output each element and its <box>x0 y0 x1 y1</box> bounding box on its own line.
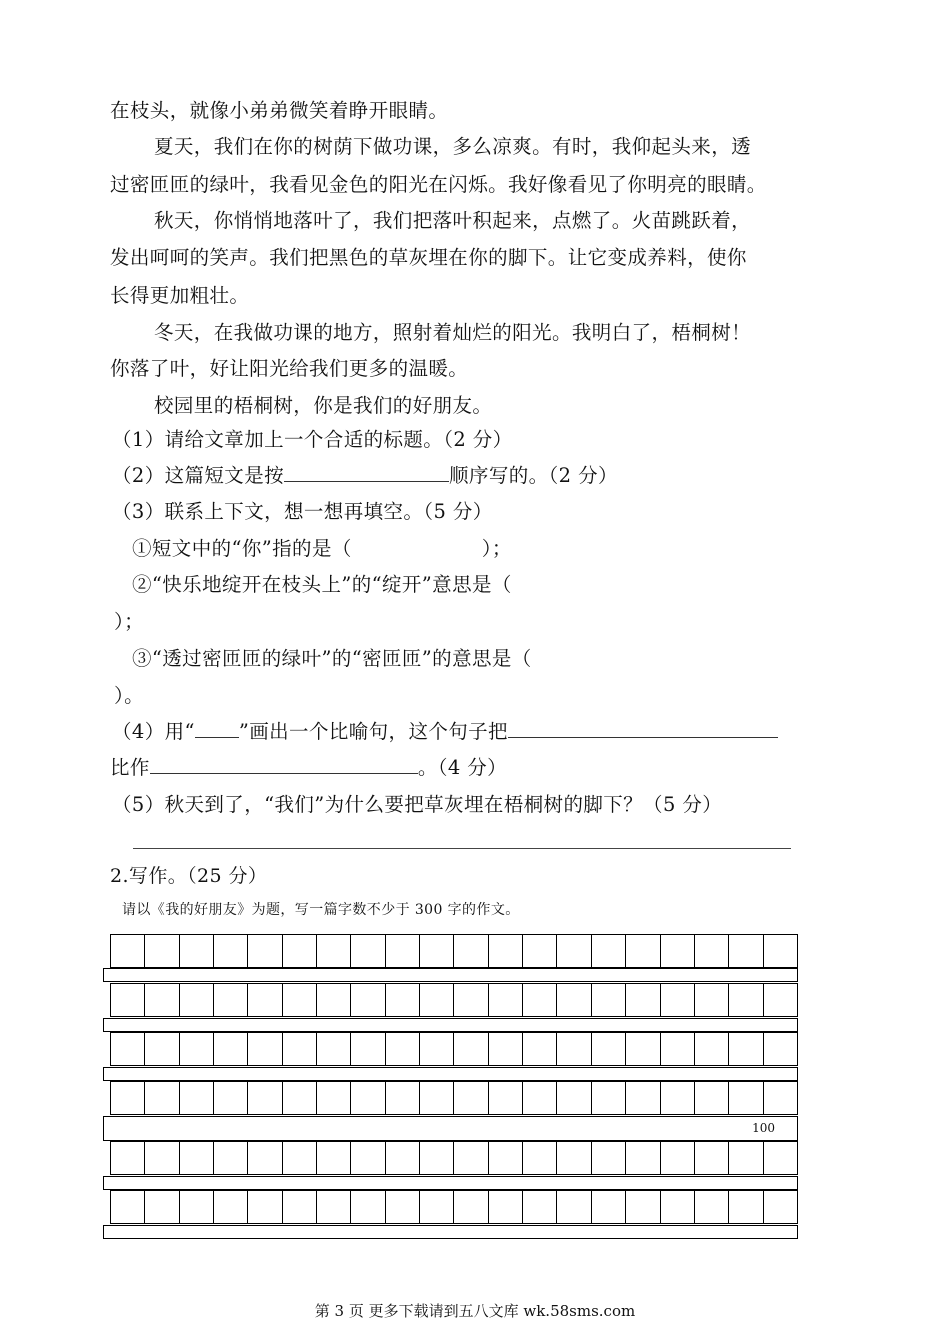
grid-cell[interactable] <box>728 1190 762 1224</box>
grid-cell[interactable] <box>385 1081 419 1115</box>
grid-cell[interactable] <box>247 1032 281 1066</box>
passage-line: 过密匝匝的绿叶，我看见金色的阳光在闪烁。我好像看见了你明亮的眼睛。 <box>110 173 767 196</box>
question-3-3: ③“透过密匝匝的绿叶”的“密匝匝”的意思是（ <box>132 647 532 670</box>
question-3-2: ②“快乐地绽开在枝头上”的“绽开”意思是（ <box>132 573 512 596</box>
question-4-text: ”画出一个比喻句，这个句子把 <box>238 720 508 743</box>
grid-cell[interactable] <box>694 934 728 968</box>
passage-line: 在枝头，就像小弟弟微笑着睁开眼睛。 <box>110 99 449 122</box>
question-4-cont <box>110 750 850 786</box>
grid-cell[interactable] <box>316 1141 350 1175</box>
grid-cell[interactable] <box>110 1190 144 1224</box>
grid-cell[interactable] <box>728 1032 762 1066</box>
question-4 <box>112 714 852 750</box>
grid-cell[interactable] <box>591 1032 625 1066</box>
grid-cell[interactable] <box>522 1190 556 1224</box>
grid-cell[interactable] <box>625 934 659 968</box>
grid-cell[interactable] <box>179 1141 213 1175</box>
grid-cell[interactable] <box>660 1190 694 1224</box>
grid-cell[interactable] <box>316 1190 350 1224</box>
grid-row <box>110 983 798 1017</box>
grid-cell[interactable] <box>660 983 694 1017</box>
grid-cell[interactable] <box>453 1190 487 1224</box>
grid-row-gap <box>103 1176 798 1190</box>
grid-cell[interactable] <box>660 1141 694 1175</box>
question-3: （3）联系上下文，想一想再填空。（5 分） <box>112 500 493 523</box>
grid-cell[interactable] <box>213 1032 247 1066</box>
grid-cell[interactable] <box>282 1190 316 1224</box>
grid-cell[interactable] <box>316 1032 350 1066</box>
grid-cell[interactable] <box>385 1141 419 1175</box>
grid-cell[interactable] <box>625 1141 659 1175</box>
question-1: （1）请给文章加上一个合适的标题。（2 分） <box>112 428 513 451</box>
grid-cell[interactable] <box>763 1141 798 1175</box>
question-4-text: （4）用“ <box>112 720 195 743</box>
grid-cell[interactable] <box>350 1081 384 1115</box>
grid-cell[interactable] <box>591 1190 625 1224</box>
word-count-marker: 100 <box>752 1121 775 1135</box>
grid-cell[interactable] <box>110 1081 144 1115</box>
grid-cell[interactable] <box>385 1190 419 1224</box>
grid-cell[interactable] <box>282 934 316 968</box>
grid-cell[interactable] <box>488 1081 522 1115</box>
grid-cell[interactable] <box>282 983 316 1017</box>
question-2-text: （2）这篇短文是按 <box>112 464 285 487</box>
grid-cell[interactable] <box>453 983 487 1017</box>
grid-cell[interactable] <box>419 1032 453 1066</box>
grid-cell[interactable] <box>728 1081 762 1115</box>
grid-cell[interactable] <box>179 983 213 1017</box>
grid-cell[interactable] <box>419 934 453 968</box>
passage-line: 夏天，我们在你的树荫下做功课，多么凉爽。有时，我仰起头来，透 <box>154 135 752 158</box>
grid-cell[interactable] <box>350 1141 384 1175</box>
grid-cell[interactable] <box>522 983 556 1017</box>
grid-cell[interactable] <box>110 934 144 968</box>
page-footer: 第 3 页 更多下载请到五八文库 wk.58sms.com <box>314 1302 636 1320</box>
grid-cell[interactable] <box>625 1190 659 1224</box>
grid-row-gap <box>103 1018 798 1032</box>
grid-cell[interactable] <box>350 934 384 968</box>
grid-cell[interactable] <box>488 983 522 1017</box>
grid-row-gap <box>103 1116 798 1141</box>
grid-cell[interactable] <box>282 1141 316 1175</box>
grid-cell[interactable] <box>556 934 590 968</box>
writing-heading: 2.写作。（25 分） <box>110 865 268 887</box>
question-5: （5）秋天到了，“我们”为什么要把草灰埋在梧桐树的脚下？（5 分） <box>112 793 723 816</box>
question-3-2-cont: ）； <box>114 610 145 633</box>
grid-cell[interactable] <box>144 1141 178 1175</box>
grid-cell[interactable] <box>763 934 798 968</box>
grid-cell[interactable] <box>350 983 384 1017</box>
grid-cell[interactable] <box>660 934 694 968</box>
grid-cell[interactable] <box>419 1081 453 1115</box>
grid-cell[interactable] <box>591 1141 625 1175</box>
grid-cell[interactable] <box>453 1141 487 1175</box>
grid-row <box>110 1190 798 1224</box>
grid-cell[interactable] <box>556 1081 590 1115</box>
grid-cell[interactable] <box>350 1032 384 1066</box>
answer-blank[interactable] <box>284 461 449 482</box>
grid-cell[interactable] <box>660 1032 694 1066</box>
grid-row <box>110 934 798 968</box>
grid-cell[interactable] <box>728 983 762 1017</box>
grid-cell[interactable] <box>213 1141 247 1175</box>
answer-blank[interactable] <box>150 753 418 774</box>
answer-line[interactable] <box>133 848 791 849</box>
grid-row-gap <box>103 1225 798 1239</box>
grid-cell[interactable] <box>144 934 178 968</box>
grid-cell[interactable] <box>660 1081 694 1115</box>
grid-cell[interactable] <box>144 1190 178 1224</box>
grid-cell[interactable] <box>694 1081 728 1115</box>
grid-cell[interactable] <box>694 1141 728 1175</box>
grid-cell[interactable] <box>213 1081 247 1115</box>
grid-cell[interactable] <box>556 1032 590 1066</box>
grid-cell[interactable] <box>763 1081 798 1115</box>
grid-cell[interactable] <box>591 983 625 1017</box>
grid-cell[interactable] <box>316 934 350 968</box>
grid-cell[interactable] <box>110 1141 144 1175</box>
grid-cell[interactable] <box>247 1081 281 1115</box>
grid-cell[interactable] <box>247 1190 281 1224</box>
grid-cell[interactable] <box>522 1081 556 1115</box>
grid-row <box>110 1032 798 1066</box>
grid-cell[interactable] <box>453 934 487 968</box>
underline-sample <box>195 717 239 738</box>
grid-cell[interactable] <box>625 1032 659 1066</box>
question-2-text: 顺序写的。（2 分） <box>449 464 618 487</box>
grid-cell[interactable] <box>316 983 350 1017</box>
grid-cell[interactable] <box>556 1141 590 1175</box>
grid-cell[interactable] <box>694 1190 728 1224</box>
grid-cell[interactable] <box>488 934 522 968</box>
grid-cell[interactable] <box>488 1190 522 1224</box>
grid-cell[interactable] <box>385 983 419 1017</box>
grid-cell[interactable] <box>763 1032 798 1066</box>
grid-cell[interactable] <box>763 983 798 1017</box>
question-3-1 <box>132 531 872 567</box>
question-4-text: 比作 <box>110 756 150 779</box>
grid-cell[interactable] <box>488 1141 522 1175</box>
grid-cell[interactable] <box>179 1190 213 1224</box>
grid-cell[interactable] <box>453 1032 487 1066</box>
grid-cell[interactable] <box>694 983 728 1017</box>
writing-prompt: 请以《我的好朋友》为题，写一篇字数不少于 300 字的作文。 <box>122 902 520 918</box>
grid-cell[interactable] <box>419 1190 453 1224</box>
grid-cell[interactable] <box>213 983 247 1017</box>
grid-cell[interactable] <box>213 934 247 968</box>
grid-row <box>110 1141 798 1175</box>
grid-cell[interactable] <box>282 1081 316 1115</box>
answer-blank[interactable] <box>508 717 778 738</box>
grid-cell[interactable] <box>591 934 625 968</box>
grid-cell[interactable] <box>419 983 453 1017</box>
grid-cell[interactable] <box>625 983 659 1017</box>
grid-cell[interactable] <box>179 1081 213 1115</box>
question-4-text: 。（4 分） <box>417 756 508 779</box>
grid-cell[interactable] <box>453 1081 487 1115</box>
grid-cell[interactable] <box>247 934 281 968</box>
passage-line: 秋天，你悄悄地落叶了，我们把落叶积起来，点燃了。火苗跳跃着， <box>154 209 752 232</box>
grid-cell[interactable] <box>763 1190 798 1224</box>
grid-cell[interactable] <box>385 1032 419 1066</box>
grid-cell[interactable] <box>591 1081 625 1115</box>
grid-cell[interactable] <box>282 1032 316 1066</box>
grid-cell[interactable] <box>144 983 178 1017</box>
question-3-3-cont: ）。 <box>114 684 145 707</box>
grid-cell[interactable] <box>247 1141 281 1175</box>
grid-cell[interactable] <box>419 1141 453 1175</box>
question-3-1-text: ①短文中的“你”指的是（ <box>132 537 352 560</box>
grid-cell[interactable] <box>247 983 281 1017</box>
grid-cell[interactable] <box>522 1032 556 1066</box>
grid-row-gap <box>103 1067 798 1081</box>
grid-row-gap <box>103 968 798 982</box>
grid-cell[interactable] <box>213 1190 247 1224</box>
grid-cell[interactable] <box>110 1032 144 1066</box>
passage-line: 冬天，在我做功课的地方，照射着灿烂的阳光。我明白了，梧桐树！ <box>154 321 752 344</box>
grid-cell[interactable] <box>144 1032 178 1066</box>
grid-cell[interactable] <box>316 1081 350 1115</box>
grid-cell[interactable] <box>728 934 762 968</box>
grid-cell[interactable] <box>522 1141 556 1175</box>
question-2 <box>112 458 852 494</box>
passage-line: 校园里的梧桐树，你是我们的好朋友。 <box>154 394 493 417</box>
grid-cell[interactable] <box>694 1032 728 1066</box>
grid-cell[interactable] <box>488 1032 522 1066</box>
grid-cell[interactable] <box>110 983 144 1017</box>
question-3-1-text: ）； <box>481 537 512 560</box>
grid-cell[interactable] <box>179 1032 213 1066</box>
grid-cell[interactable] <box>350 1190 384 1224</box>
grid-cell[interactable] <box>179 934 213 968</box>
grid-cell[interactable] <box>556 1190 590 1224</box>
grid-cell[interactable] <box>522 934 556 968</box>
grid-cell[interactable] <box>144 1081 178 1115</box>
grid-cell[interactable] <box>625 1081 659 1115</box>
passage-line: 长得更加粗壮。 <box>110 284 250 307</box>
grid-row <box>110 1081 798 1115</box>
passage-line: 发出呵呵的笑声。我们把黑色的草灰埋在你的脚下。让它变成养料，使你 <box>110 246 747 269</box>
passage-line: 你落了叶，好让阳光给我们更多的温暖。 <box>110 357 469 380</box>
grid-cell[interactable] <box>385 934 419 968</box>
grid-cell[interactable] <box>728 1141 762 1175</box>
grid-cell[interactable] <box>556 983 590 1017</box>
